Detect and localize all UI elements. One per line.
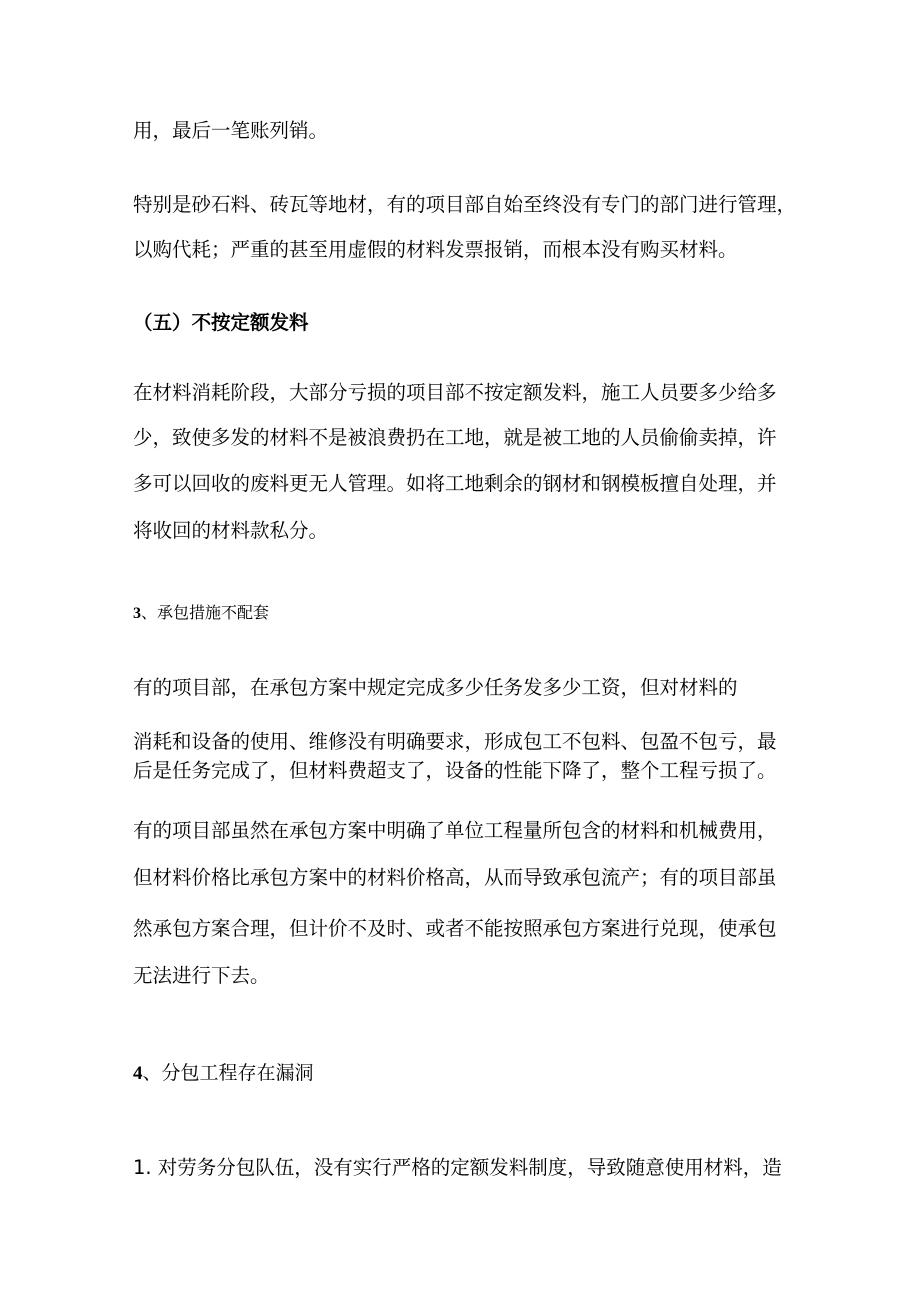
paragraph-line: 以购代耗；严重的甚至用虚假的材料发票报销，而根本没有购买材料。 <box>133 238 738 261</box>
paragraph-line: 在材料消耗阶段，大部分亏损的项目部不按定额发料，施工人员要多少给多 <box>133 381 777 404</box>
section-heading-5: （五）不按定额发料 <box>133 311 309 334</box>
paragraph-line: 有的项目部，在承包方案中规定完成多少任务发多少工资，但对材料的 <box>133 676 738 699</box>
heading-number: 3 <box>133 605 141 622</box>
paragraph-line: 少，致使多发的材料不是被浪费扔在工地，就是被工地的人员偷偷卖掉，许 <box>133 426 777 449</box>
heading-text: 、分包工程存在漏洞 <box>142 1062 314 1084</box>
paragraph-line: 用，最后一笔账列销。 <box>133 119 329 142</box>
paragraph-line: 有的项目部虽然在承包方案中明确了单位工程量所包含的材料和机械费用， <box>133 819 777 842</box>
paragraph-line: 将收回的材料款私分。 <box>133 519 329 542</box>
paragraph-line: 然承包方案合理，但计价不及时、或者不能按照承包方案进行兑现，使承包 <box>133 917 777 940</box>
paragraph-line: 但材料价格比承包方案中的材料价格高，从而导致承包流产；有的项目部虽 <box>133 866 777 889</box>
heading-number: 4 <box>133 1063 143 1084</box>
paragraph-line: 后是任务完成了，但材料费超支了，设备的性能下降了，整个工程亏损了。 <box>133 759 777 782</box>
paragraph-line: 无法进行下去。 <box>133 964 270 987</box>
paragraph-line: 消耗和设备的使用、维修没有明确要求，形成包工不包料、包盈不包亏，最 <box>133 730 777 753</box>
paragraph-line: 1. 对劳务分包队伍，没有实行严格的定额发料制度，导致随意使用材料，造 <box>133 1156 782 1179</box>
subsection-heading-4 <box>133 1060 314 1087</box>
subsection-heading-3 <box>133 602 269 625</box>
paragraph-line: 特别是砂石料、砖瓦等地材，有的项目部自始至终没有专门的部门进行管理， <box>133 193 797 216</box>
paragraph-line: 多可以回收的废料更无人管理。如将工地剩余的钢材和钢模板擅自处理，并 <box>133 472 777 495</box>
heading-text: 、承包措施不配套 <box>141 603 270 622</box>
